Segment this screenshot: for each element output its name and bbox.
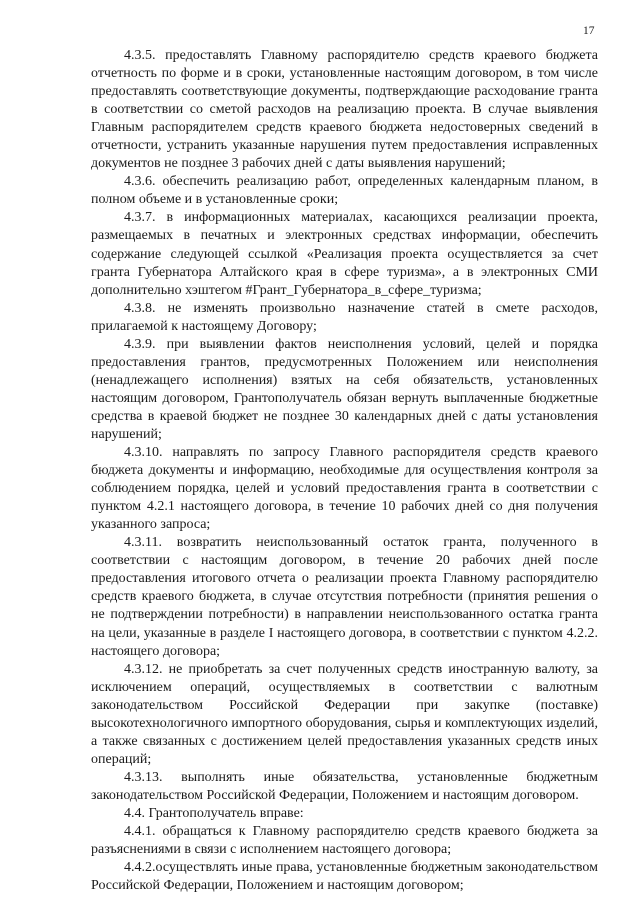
- section-4-4-heading: 4.4. Грантополучатель вправе:: [124, 805, 304, 821]
- clause-4-3-6: 4.3.6. обеспечить реализацию работ, определенных календарным планом, в полном объеме и в установленные сроки;: [91, 174, 598, 208]
- clause-4-3-9: 4.3.9. при выявлении фактов неисполнения условий, целей и порядка предоставления грантов, предусмотренных Положением или неисполнения (ненадлежащего исполнения) взятых на себя обязательств, установленных настоящим договором, Грантополучатель обязан вернуть выплаченные бюджетные средства в краевой бюджет не позднее 30 календарных дней с даты установления нарушений;: [91, 336, 598, 442]
- clause-4-4-2: 4.4.2.осуществлять иные права, установленные бюджетным законодательством Российской Федерации, Положением и настоящим договором;: [91, 860, 598, 894]
- document-body: [91, 47, 598, 895]
- clause-4-3-10: 4.3.10. направлять по запросу Главного распорядителя средств краевого бюджета документы и информацию, необходимые для осуществления контроля за соблюдением порядка, целей и условий предоставления гранта в соответствии с пунктом 4.2.1 настоящего договора, в течение 10 рабочих дней со дня получения указанного запроса;: [91, 445, 598, 533]
- clause-4-3-13: 4.3.13. выполнять иные обязательства, установленные бюджетным законодательством Российской Федерации, Положением и настоящим договором.: [91, 769, 598, 803]
- clause-4-3-12: 4.3.12. не приобретать за счет полученных средств иностранную валюту, за исключением операций, осуществляемых в соответствии с валютным законодательством Российской Федерации при закупке (поставке) высокотехнологичного импортного оборудования, сырья и комплектующих изделий, а также связанных с достижением целей предоставления указанных средств иных операций;: [91, 661, 598, 767]
- clause-4-3-8: 4.3.8. не изменять произвольно назначение статей в смете расходов, прилагаемой к настоящему Договору;: [91, 300, 598, 334]
- clause-4-3-5: 4.3.5. предоставлять Главному распорядителю средств краевого бюджета отчетность по форме и в сроки, установленные настоящим договором, в том числе предоставлять соответствующие документы, подтверждающие расходование гранта в соответствии со сметой расходов на реализацию проекта. В случае выявления Главным распорядителем средств краевого бюджета недостоверных сведений в отчетности, устранить указанные нарушения путем предоставления исправленных документов не позднее 3 рабочих дней с даты выявления нарушений;: [91, 48, 598, 172]
- clause-4-4-1: 4.4.1. обращаться к Главному распорядителю средств краевого бюджета за разъяснениями в связи с исполнением настоящего договора;: [91, 824, 598, 858]
- page-number: 17: [583, 25, 595, 37]
- clause-4-3-11: 4.3.11. возвратить неиспользованный остаток гранта, полученного в соответствии с настоящим договором, в течение 20 рабочих дней после предоставления итогового отчета о реализации проекта Главному распорядителю средств краевого бюджета, в случае отсутствия потребности (принятия решения о не подтверждении потребности) в направлении неиспользованного остатка гранта на цели, указанные в разделе I настоящего договора, в соответствии с пунктом 4.2.2. настоящего договора;: [91, 535, 598, 659]
- clause-4-3-7: 4.3.7. в информационных материалах, касающихся реализации проекта, размещаемых в печатных и электронных средствах информации, обеспечить содержание следующей ссылкой «Реализация проекта осуществляется за счет гранта Губернатора Алтайского края в сфере туризма», а в электронных СМИ дополнительно хэштегом #Грант_Губернатора_в_сфере_туризма;: [91, 210, 598, 298]
